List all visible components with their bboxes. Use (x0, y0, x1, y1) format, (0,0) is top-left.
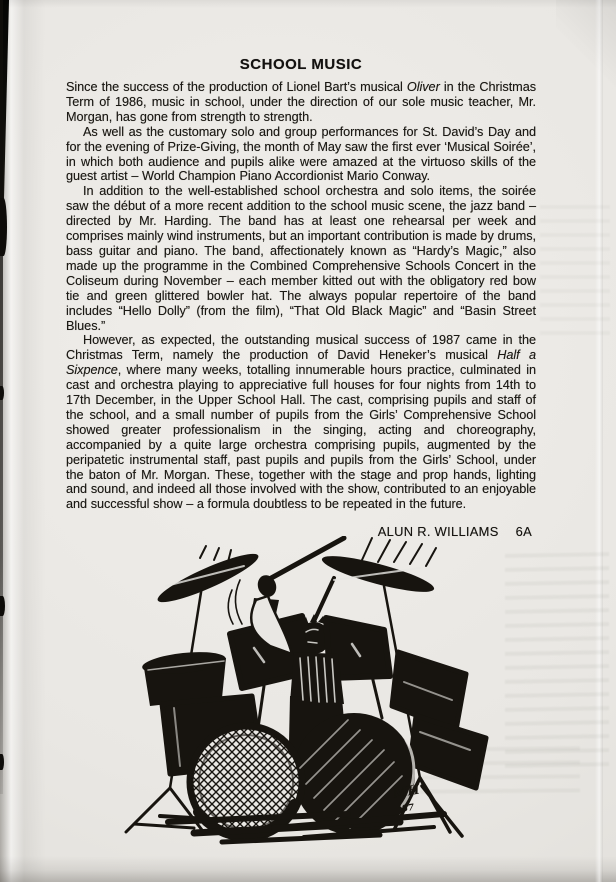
drum-kit-illustration (104, 536, 506, 848)
paragraph: As well as the customary solo and group performances for St. David’s Day and for the evening of Prize-Giving, the month of May saw the first ever ‘Musical Soirée’, in which both audience and pupils alike were amazed at the virtuoso skills of the guest artist – World Champion Piano Accordionist Mario Conway. (66, 124, 536, 184)
scan-edge-artifact (0, 596, 5, 616)
artist-signature-year: ’87 (398, 802, 415, 815)
paragraph: In addition to the well-established school orchestra and solo items, the soirée saw the début of a more recent addition to the school music scene, the jazz band – directed by Mr. Harding. The band has at least one rehearsal per week and comprises mainly wind instruments, but an important contribution is made by drums, bass guitar and piano. The band, affectionately known as “Hardy’s Magic,” also made up the programme in the Combined Comprehensive Schools Concert in the Coliseum during November – each member kitted out with the obligatory red bow tie and green glittered bowler hat. The always popular repertoire of the band includes “Hello Dolly” (from the film), “That Old Black Magic” and “Basin Street Blues.” (66, 184, 536, 333)
paragraph: Since the success of the production of Lionel Bart’s musical Oliver in the Christmas Term of 1986, music in school, under the direction of our sole music teacher, Mr. Morgan, has gone from strength to strength. (66, 80, 536, 124)
paragraph: However, as expected, the outstanding musical success of 1987 came in the Christmas Term, namely the production of David Heneker’s musical Half a Sixpence, where many weeks, totalling innumerable hours practice, culminated in cast and orchestra playing to appreciative full houses for four nights from 14th to 17th December, in the Upper School Hall. The cast, comprising pupils and staff of the school, and a small number of pupils from the Girls’ Comprehensive School showed greater professionalism in the singing, acting and choreography, accompanied by a quite large orchestra comprising pupils, augmented by the peripatetic instrumental staff, past pupils and pupils from the Girls’ School, under the baton of Mr. Morgan. These, together with the stage and prop hands, lighting and sound, and indeed all those involved with the show, contributed to an enjoyable and successful show – a formula doubtless to be repeated in the future. (66, 333, 537, 512)
drummer-drum-kit-ink-sketch-icon (104, 536, 506, 848)
artist-signature: MH (392, 782, 421, 802)
article-body (66, 80, 536, 512)
bleed-through-artifact (540, 200, 610, 340)
page-corner-shade (556, 0, 616, 90)
page-title: SCHOOL MUSIC (239, 56, 363, 73)
byline-form: 6A (515, 524, 532, 540)
scan-edge-artifact (0, 386, 4, 400)
scan-edge-artifact (0, 198, 7, 256)
text-column (66, 56, 536, 539)
byline-author: ALUN R. WILLIAMS (377, 524, 499, 540)
scan-edge-artifact (0, 754, 4, 770)
